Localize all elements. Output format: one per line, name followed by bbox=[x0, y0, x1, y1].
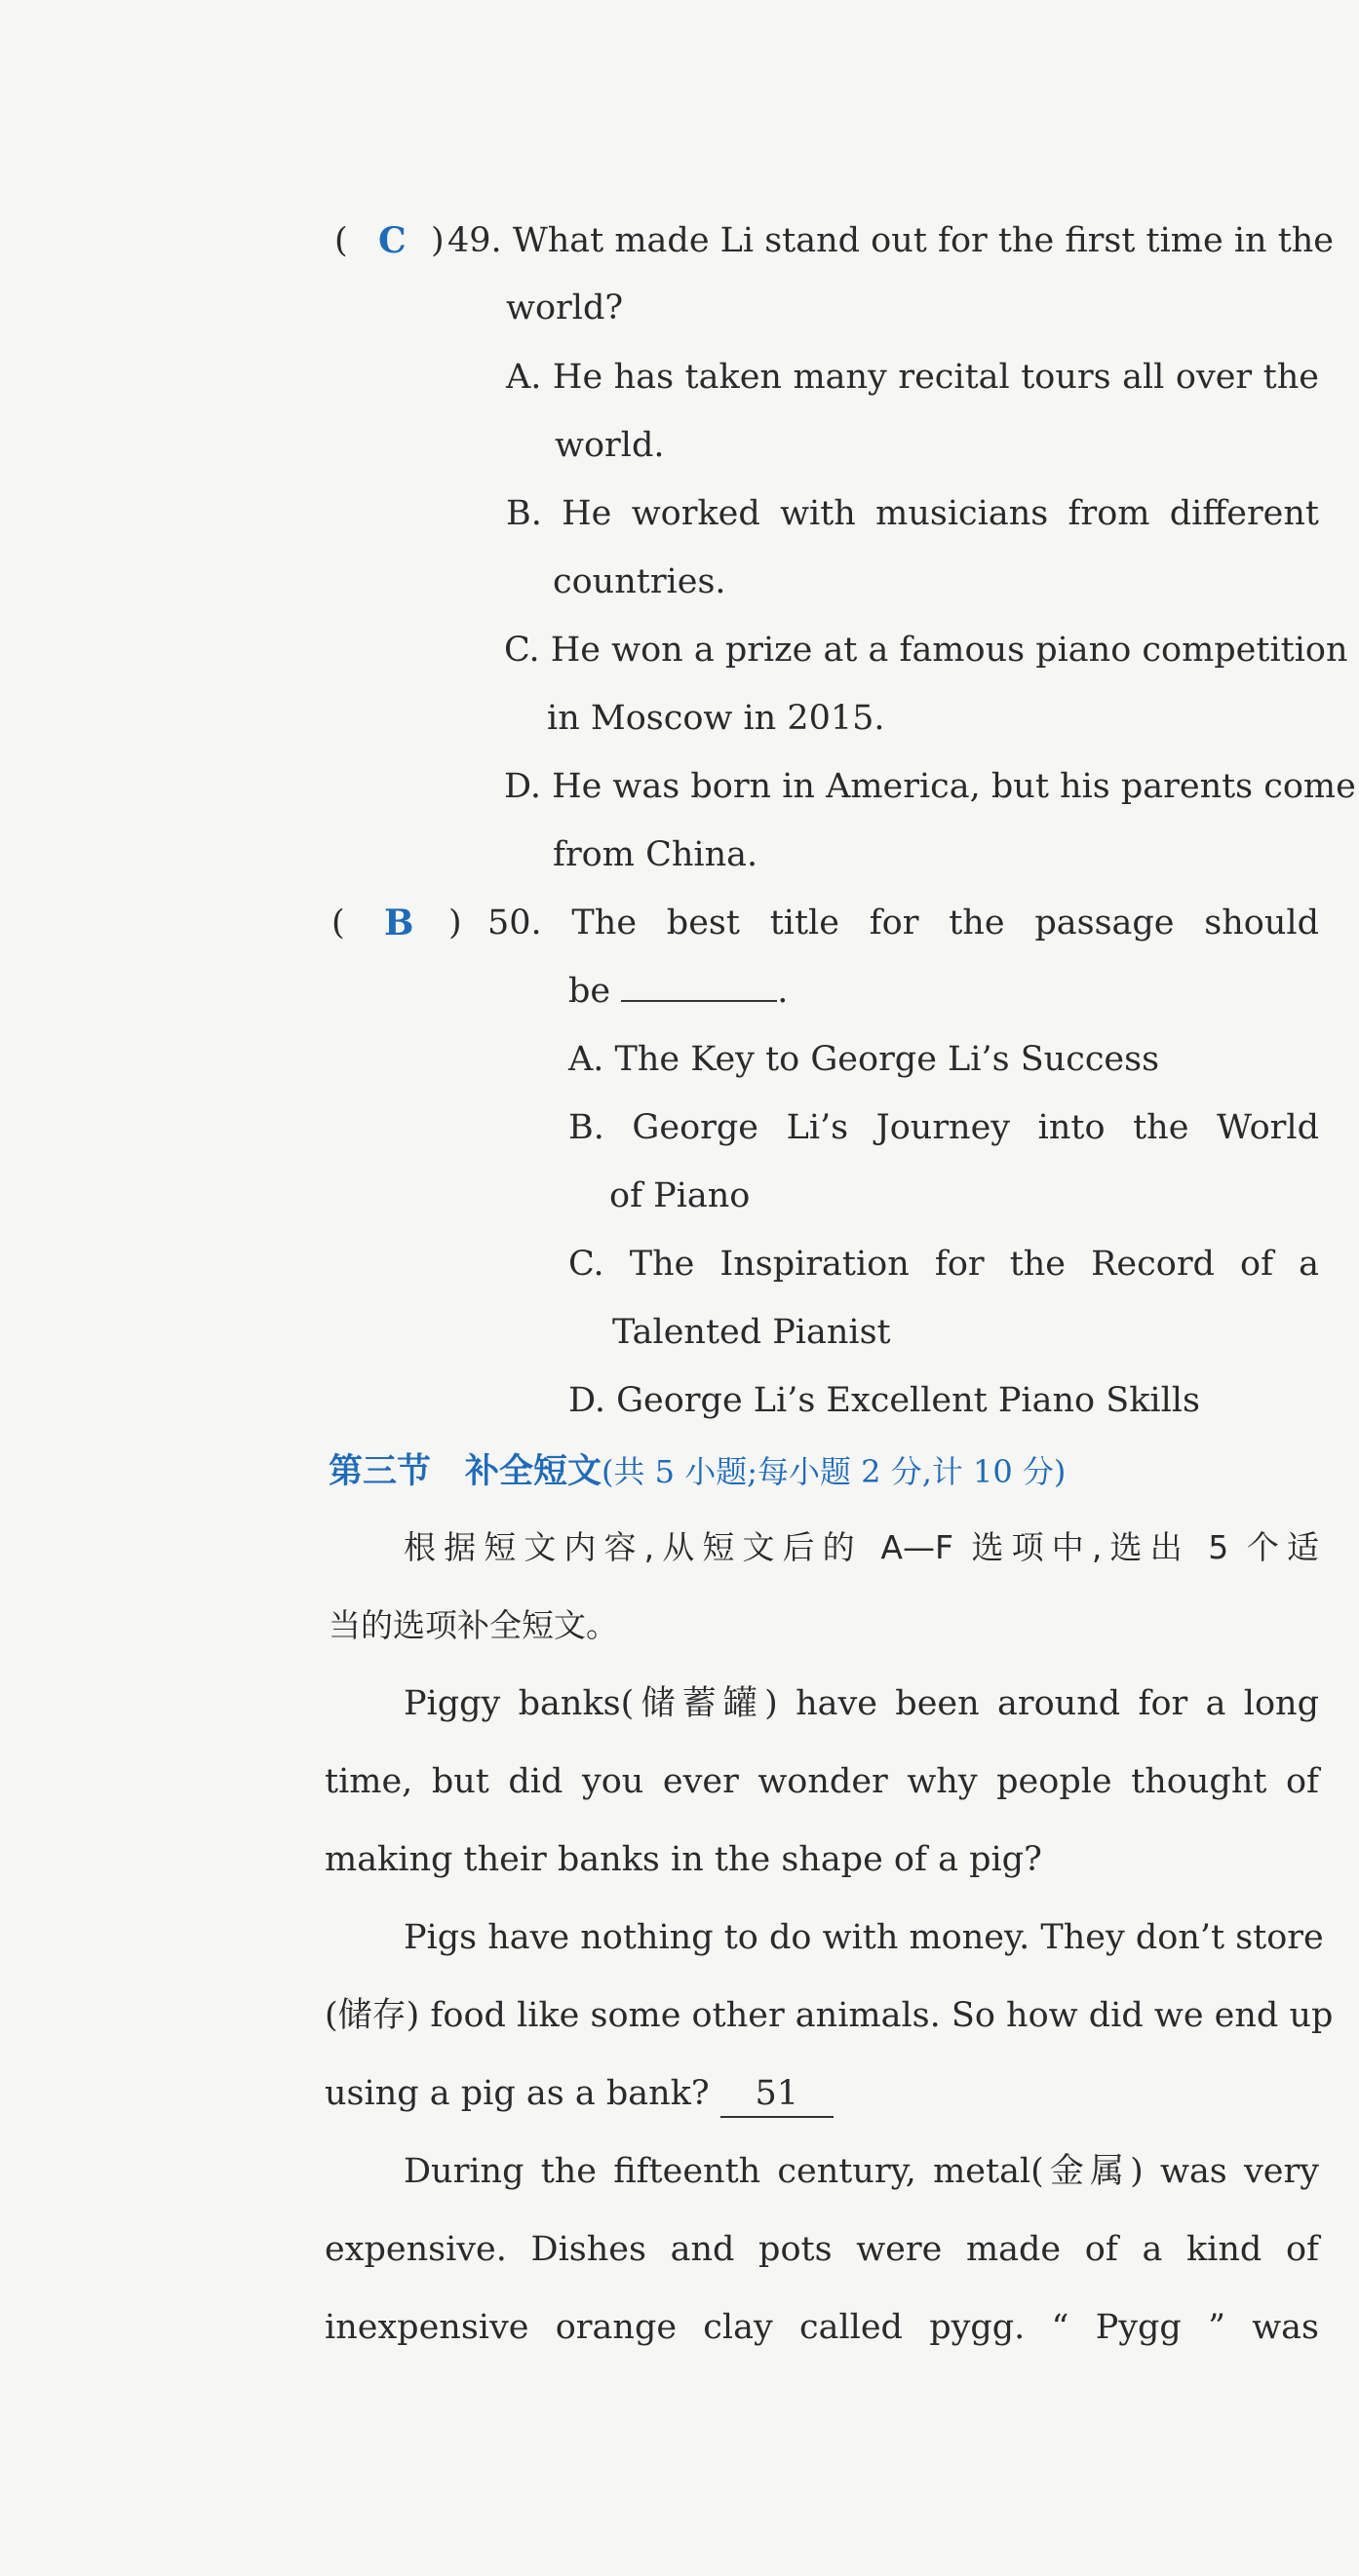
q50-option-a: A. The Key to George Li’s Success bbox=[568, 1040, 1160, 1079]
passage-p1-line2: time, but did you ever wonder why people thought of bbox=[325, 1762, 1319, 1801]
section-title: 第三节 补全短文 bbox=[329, 1452, 602, 1491]
q50-option-b-line2: of Piano bbox=[609, 1176, 751, 1215]
q50-stem-be: be bbox=[568, 972, 611, 1011]
instruction-line2: 当的选项补全短文。 bbox=[329, 1606, 618, 1644]
section-heading bbox=[329, 1449, 1066, 1494]
instruction-line1: 根据短文内容,从短文后的 A—F 选项中,选出 5 个适 bbox=[404, 1528, 1319, 1566]
passage-p3-line2: expensive. Dishes and pots were made of a kind of bbox=[325, 2230, 1319, 2269]
q50-option-c-line1: C. The Inspiration for the Record of a bbox=[568, 1245, 1319, 1284]
blank-51: 51 bbox=[720, 2071, 834, 2118]
q49-option-a-line1: A. He has taken many recital tours all over the bbox=[506, 358, 1319, 397]
passage-p2-line2: (储存) food like some other animals. So how did we end up bbox=[325, 1996, 1334, 2035]
q50-option-b-line1: B. George Li’s Journey into the World bbox=[568, 1108, 1319, 1147]
q50-stem-line1: 50. The best title for the passage should bbox=[487, 904, 1319, 942]
passage-p1-line3: making their banks in the shape of a pig? bbox=[325, 1840, 1042, 1879]
passage-p3-line3: inexpensive orange clay called pygg. “ Pygg ” was bbox=[325, 2308, 1319, 2347]
q50-answer: B bbox=[384, 903, 414, 943]
passage-p3-line1: During the fifteenth century, metal(金属) was very bbox=[404, 2152, 1319, 2191]
q50-answer-blank bbox=[621, 969, 777, 1002]
q50-option-c-line2: Talented Pianist bbox=[612, 1313, 891, 1352]
section-subtitle: (共 5 小题;每小题 2 分,计 10 分) bbox=[602, 1453, 1067, 1490]
q49-option-b-line2: countries. bbox=[553, 562, 726, 601]
q49-paren-open: ( bbox=[334, 221, 348, 260]
q49-option-c-line2: in Moscow in 2015. bbox=[547, 699, 885, 738]
q50-paren-open: ( bbox=[331, 904, 345, 942]
q49-option-d-line2: from China. bbox=[553, 835, 758, 874]
q49-option-c-line1: C. He won a prize at a famous piano competition bbox=[504, 631, 1348, 670]
q49-option-a-line2: world. bbox=[555, 426, 665, 465]
q49-stem-line2: world? bbox=[506, 288, 624, 327]
passage-p2-line3 bbox=[325, 2071, 834, 2118]
q49-answer: C bbox=[378, 220, 407, 261]
q50-paren-close: ) bbox=[448, 904, 462, 942]
q50-stem-period: . bbox=[777, 972, 789, 1011]
q49-paren-close: ) bbox=[431, 221, 445, 260]
q49-option-b-line1: B. He worked with musicians from different bbox=[506, 494, 1319, 533]
q49-option-d-line1: D. He was born in America, but his parents come bbox=[504, 767, 1356, 806]
q50-stem-line2 bbox=[568, 969, 788, 1014]
passage-p1-line1: Piggy banks(储蓄罐) have been around for a long bbox=[404, 1684, 1319, 1723]
q49-stem-line1: 49. What made Li stand out for the first time in the bbox=[447, 221, 1335, 260]
passage-p2-line3-text: using a pig as a bank? bbox=[325, 2074, 710, 2113]
q50-option-d: D. George Li’s Excellent Piano Skills bbox=[568, 1381, 1200, 1420]
passage-p2-line1: Pigs have nothing to do with money. They don’t store bbox=[404, 1918, 1324, 1957]
